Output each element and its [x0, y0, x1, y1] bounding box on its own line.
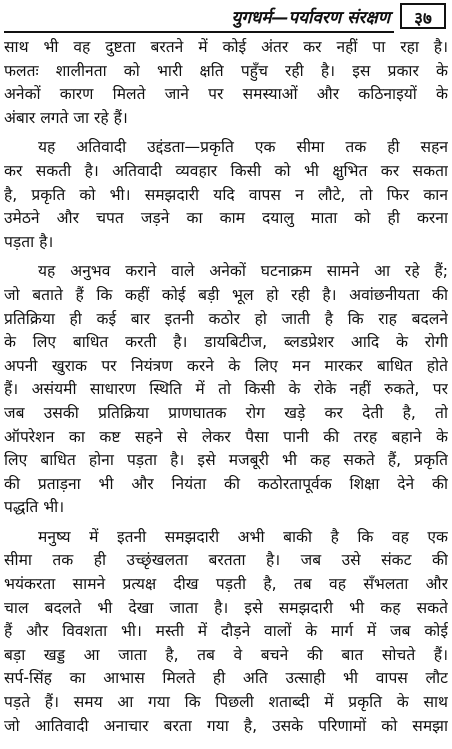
header-divider — [4, 31, 394, 33]
text-line: ऑपरेशन का कष्ट सहने से लेकर पैसा पानी की तरह बहाने के — [4, 427, 448, 446]
text-line: प्रतिक्रिया ही कई बार इतनी कठोर हो जाती है कि राह बदलने — [4, 309, 448, 328]
text-line: सर्प-सिंह का आभास मिलते ही अति उत्साही भी वापस लौट — [4, 669, 448, 688]
text-line: भयंकरता सामने प्रत्यक्ष दीख पड़ती है, तब वह सँभलता और — [4, 575, 448, 594]
text-line: है, प्रकृति को भी। समझदारी यदि वापस न लौटे, तो फिर कान — [4, 185, 448, 204]
text-line: फलतः शालीनता को भारी क्षति पहुँच रही है। इस प्रकार के — [4, 61, 448, 80]
page-body — [4, 36, 448, 744]
text-line: अंबार लगते जा रहे हैं। — [4, 108, 128, 127]
text-line: लिए बाधित होना पड़ता है। इसे मजबूरी भी कह सकते हैं, प्रकृति — [4, 451, 448, 470]
paragraph-4 — [4, 526, 448, 738]
page-number: ३७ — [414, 9, 432, 29]
text-line: पड़ते हैं। समय आ गया कि पिछली शताब्दी में प्रकृति के साथ — [4, 693, 448, 712]
text-line: मनुष्य में इतनी समझदारी अभी बाकी है कि वह एक — [38, 527, 448, 546]
text-line: जो बताते हैं कि कहीं कोई बड़ी भूल हो रही है। अवांछनीयता की — [4, 285, 448, 304]
text-line: जो आतिवादी अनाचार बरता गया है, उसके परिणामों को समझा — [4, 716, 448, 735]
text-line: सीमा तक ही उच्छृंखलता बरतता है। जब उसे संकट की — [4, 551, 448, 570]
text-line: कर सकती है। अतिवादी व्यवहार किसी को भी क्षुभित कर सकता — [4, 161, 448, 180]
text-line: हैं और विवशता भी। मस्ती में दौड़ने वालों के मार्ग में जब कोई — [4, 622, 448, 641]
text-line: अपनी खुराक पर नियंत्रण करने के लिए मन मारकर बाधित होते — [4, 356, 448, 375]
text-line: यह अनुभव कराने वाले अनेकों घटनाक्रम सामने आ रहे हैं; — [38, 262, 448, 281]
text-line: चाल बदलते भी देखा जाता है। इसे समझदारी भी कह सकते — [4, 598, 448, 617]
text-line: उमेठने और चपत जड़ने का काम दयालु माता को ही करना — [4, 209, 448, 228]
text-line: पड़ता है। — [4, 232, 54, 251]
running-header — [0, 0, 452, 34]
text-line: बड़ा खड्ड आ जाता है, तब वे बचने की बात सोचते हैं। — [4, 645, 448, 664]
paragraph-2 — [4, 136, 448, 254]
paragraph-1 — [4, 36, 448, 130]
text-line: यह अतिवादी उद्दंडता—प्रकृति एक सीमा तक ही सहन — [38, 138, 448, 157]
text-line: के लिए बाधित करती है। डायबिटीज, ब्लडप्रेशर आदि के रोगी — [4, 333, 448, 352]
text-line: हैं। असंयमी साधारण स्थिति में तो किसी के रोके नहीं रुकते, पर — [4, 380, 448, 399]
text-line: जब उसकी प्रतिक्रिया प्राणघातक रोग खड़े कर देती है, तो — [4, 403, 448, 422]
text-line: पद्धति भी। — [4, 498, 65, 517]
text-line: की प्रताड़ना भी और नियंता की कठोरतापूर्वक शिक्षा देने की — [4, 474, 448, 493]
paragraph-3 — [4, 260, 448, 520]
text-line: साथ भी वह दुष्टता बरतने में कोई अंतर कर नहीं पा रहा है। — [4, 38, 448, 56]
running-header-title: युगधर्म—पर्यावरण संरक्षण — [231, 8, 390, 28]
text-line: अनेकों कारण मिलते जाने पर समस्याओं और कठिनाइयों के — [4, 85, 448, 104]
page-number-box — [400, 3, 446, 29]
